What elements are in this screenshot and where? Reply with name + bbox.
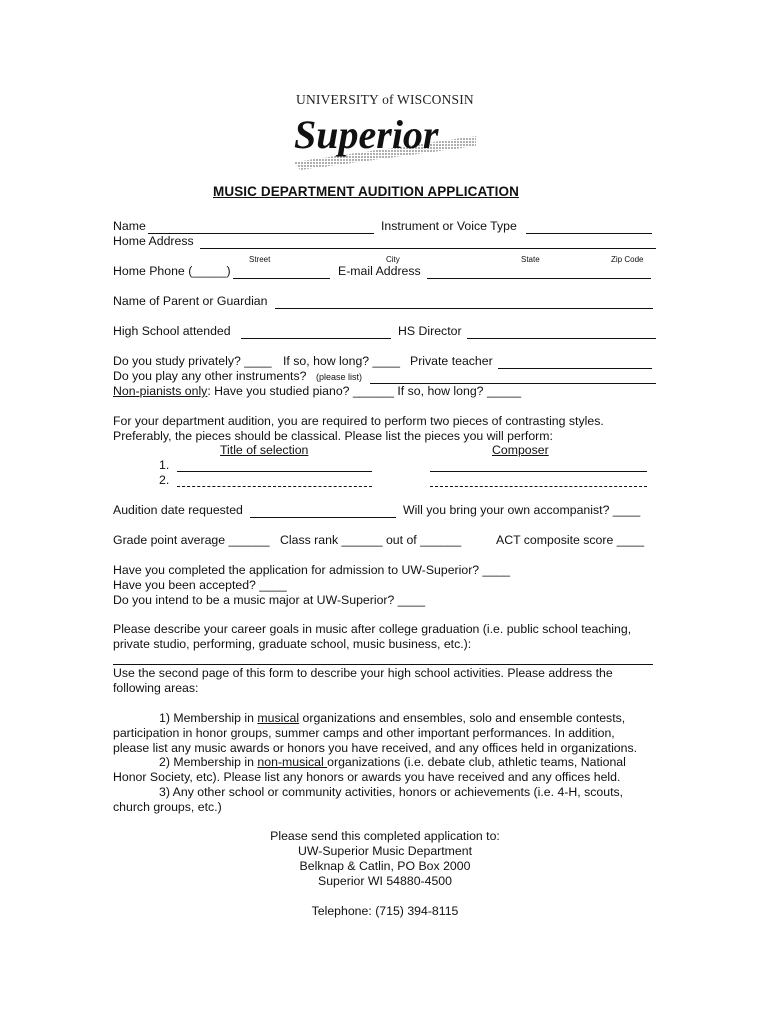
- home-phone-label: Home Phone (_____): [113, 264, 231, 278]
- non-pianists-row: [113, 384, 521, 399]
- selection-1-title-field[interactable]: [177, 457, 372, 472]
- zip-caption: Zip Code: [611, 255, 644, 264]
- audition-intro-line1: For your department audition, you are required to perform two pieces of contrasting styles.: [113, 414, 604, 428]
- city-caption: City: [386, 255, 400, 264]
- high-school-label: High School attended: [113, 324, 231, 338]
- home-address-field[interactable]: [200, 234, 656, 249]
- high-school-field[interactable]: [241, 324, 391, 339]
- audition-intro-line2: Preferably, the pieces should be classical. Please list the pieces you will perform:: [113, 429, 553, 443]
- selection-1-composer-field[interactable]: [430, 457, 647, 472]
- goals-line1: Please describe your career goals in music after college graduation (i.e. public school teaching,: [113, 622, 632, 636]
- class-rank-label: Class rank ______ out of ______: [280, 533, 462, 547]
- parent-label: Name of Parent or Guardian: [113, 294, 268, 308]
- goals-field[interactable]: [113, 650, 653, 665]
- city-line: Superior WI 54880-4500: [318, 874, 452, 888]
- area-2-keyword: non-musical: [257, 755, 328, 769]
- admission-completed-label: Have you completed the application for admission to UW-Superior? ____: [113, 563, 510, 577]
- goals-line2: private studio, performing, graduate school, music business, etc.):: [113, 637, 472, 651]
- please-list-caption: (please list): [316, 372, 363, 382]
- instrument-field[interactable]: [526, 219, 652, 234]
- telephone-line: Telephone: (715) 394-8115: [311, 904, 459, 918]
- area-1-line3: please list any music awards or honors you have received, and any offices held in organizations.: [113, 741, 638, 755]
- street-caption: Street: [249, 255, 271, 264]
- act-label: ACT composite score ____: [496, 533, 645, 547]
- composer-header: Composer: [492, 443, 549, 457]
- area-2-line1: [159, 755, 626, 770]
- area-3-line1: 3) Any other school or community activities, honors or achievements (i.e. 4-H, scouts,: [159, 785, 624, 799]
- admission-accepted-label: Have you been accepted? ____: [113, 578, 287, 592]
- private-teacher-label: Private teacher: [410, 354, 493, 368]
- email-label: E-mail Address: [338, 264, 421, 278]
- instrument-label: Instrument or Voice Type: [381, 219, 517, 233]
- other-instruments-field[interactable]: [370, 369, 656, 384]
- home-address-label: Home Address: [113, 234, 194, 248]
- selection-2-title-field[interactable]: [177, 472, 372, 487]
- name-field[interactable]: [148, 219, 374, 234]
- superior-logo: [286, 108, 486, 170]
- area-3-line2: church groups, etc.): [113, 800, 222, 814]
- hs-director-label: HS Director: [398, 324, 462, 338]
- second-page-line2: following areas:: [113, 681, 199, 695]
- area-1-prefix: 1) Membership in: [159, 711, 258, 725]
- hs-director-field[interactable]: [467, 324, 656, 339]
- how-long-label: If so, how long? ____: [283, 354, 400, 368]
- send-to-line: Please send this completed application to:: [270, 829, 500, 843]
- non-pianists-label: Non-pianists only: [113, 384, 208, 398]
- email-field[interactable]: [427, 264, 651, 279]
- music-major-label: Do you intend to be a music major at UW-Superior? ____: [113, 593, 426, 607]
- area-1-line1: [159, 711, 625, 726]
- name-label: Name: [113, 219, 146, 233]
- studied-piano-label: : Have you studied piano? ______ If so, how long? _____: [207, 384, 522, 398]
- private-teacher-field[interactable]: [498, 354, 652, 369]
- state-caption: State: [521, 255, 540, 264]
- area-1-rest: organizations and ensembles, solo and ensemble contests,: [299, 711, 626, 725]
- area-2-line2: Honor Society, etc). Please list any honors or awards you have received and any offices held.: [113, 770, 621, 784]
- second-page-line1: Use the second page of this form to describe your high school activities. Please address the: [113, 666, 613, 680]
- accompanist-label: Will you bring your own accompanist? ____: [403, 503, 641, 517]
- selection-2-number: 2.: [159, 473, 170, 487]
- selection-2-composer-field[interactable]: [430, 472, 647, 487]
- area-1-keyword: musical: [257, 711, 300, 725]
- home-phone-field[interactable]: [233, 264, 330, 279]
- gpa-label: Grade point average ______: [113, 533, 270, 547]
- address-line: Belknap & Catlin, PO Box 2000: [299, 859, 471, 873]
- study-privately-label: Do you study privately? ____: [113, 354, 272, 368]
- audition-date-label: Audition date requested: [113, 503, 243, 517]
- title-of-selection-header: Title of selection: [220, 443, 309, 457]
- other-instruments-label: Do you play any other instruments?: [113, 369, 307, 383]
- university-line: UNIVERSITY of WISCONSIN: [296, 92, 474, 107]
- dept-line: UW-Superior Music Department: [297, 844, 473, 858]
- area-1-line2: participation in honor groups, summer camps and other important performances. In addition,: [113, 726, 615, 740]
- audition-date-field[interactable]: [250, 503, 396, 518]
- parent-field[interactable]: [275, 294, 653, 309]
- logo-wordmark: Superior: [294, 112, 439, 157]
- selection-1-number: 1.: [159, 458, 170, 472]
- area-2-rest: organizations (i.e. debate club, athletic teams, National: [327, 755, 626, 769]
- area-2-prefix: 2) Membership in: [159, 755, 258, 769]
- page-title: MUSIC DEPARTMENT AUDITION APPLICATION: [213, 184, 519, 199]
